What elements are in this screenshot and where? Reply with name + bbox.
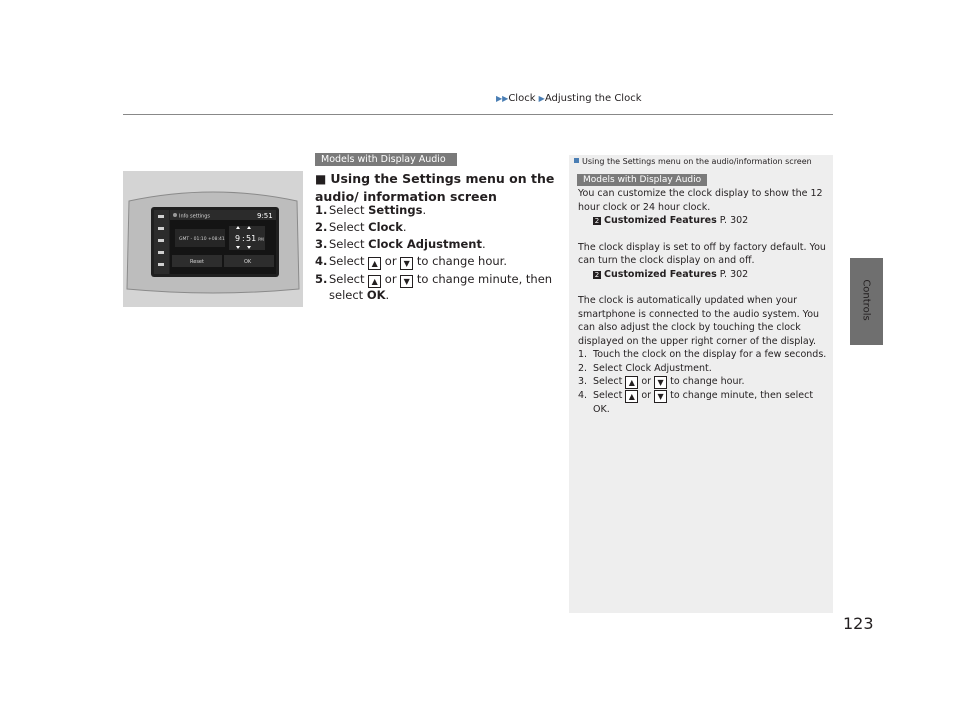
heading-text: Using the Settings menu on the audio/ information screen	[315, 171, 555, 204]
list-text: to change hour.	[667, 376, 745, 387]
step-text: .	[422, 203, 427, 217]
list-text: Select	[593, 376, 626, 387]
list-number: 4.	[578, 390, 588, 401]
note-models-tag: Models with Display Audio	[577, 174, 707, 186]
screen-clock-hour: 9	[235, 234, 241, 243]
screen-clock-min: 51	[246, 234, 257, 243]
up-arrow-icon: ▲	[368, 257, 381, 270]
down-arrow-icon: ▼	[654, 390, 667, 403]
audio-screen-photo	[123, 171, 303, 307]
page-number: 123	[843, 614, 874, 633]
note-paragraph-3: The clock is automatically updated when your smartphone is connected to the audio system. You can also adjust the clock by touching the clock displayed on the upper right corner of the display.	[578, 295, 820, 347]
up-arrow-icon: ▲	[625, 390, 638, 403]
list-number: 1.	[578, 349, 588, 360]
header-divider	[123, 114, 833, 115]
down-arrow-icon: ▼	[400, 275, 413, 288]
models-tag: Models with Display Audio	[315, 153, 457, 166]
note-body	[578, 187, 828, 417]
step-number: 4.	[315, 254, 328, 268]
screen-ampm: PM	[258, 237, 264, 242]
step-text: Select	[329, 272, 369, 286]
screen-ok-button: OK	[244, 259, 252, 265]
step-2	[315, 220, 560, 235]
audio-screen-illustration	[123, 171, 303, 307]
reference-page: P. 302	[719, 215, 749, 226]
step-number: 1.	[315, 203, 328, 217]
step-text: Select	[329, 203, 369, 217]
steps-list	[315, 203, 560, 305]
step-1	[315, 203, 560, 218]
step-text: Select	[329, 254, 369, 268]
step-text: or	[381, 272, 401, 286]
step-number: 2.	[315, 220, 328, 234]
step-bold: Clock Adjustment	[368, 237, 482, 251]
screen-title: Info settings	[179, 213, 210, 220]
cross-reference[interactable]	[578, 268, 828, 282]
reference-label[interactable]: Customized Features	[604, 268, 717, 280]
list-text: to change minute, then select OK.	[593, 390, 814, 415]
breadcrumb	[496, 93, 642, 104]
section-heading	[315, 170, 555, 205]
breadcrumb-arrow-icon: ▶	[538, 94, 545, 103]
step-text: .	[402, 220, 407, 234]
list-number: 2.	[578, 362, 588, 374]
step-bold: Settings	[368, 203, 423, 217]
step-text: Select	[329, 220, 369, 234]
list-text: or	[638, 390, 655, 401]
reference-arrow-icon: 2	[594, 270, 600, 279]
note-paragraph-2: The clock display is set to off by factory default. You can turn the clock display on and off.	[578, 241, 826, 266]
reference-page: P. 302	[719, 268, 749, 280]
step-bold: OK	[366, 288, 386, 302]
step-text: to change hour.	[413, 254, 507, 268]
list-text: or	[638, 376, 655, 387]
list-number: 3.	[578, 376, 588, 387]
step-3	[315, 237, 560, 252]
step-text: Select	[329, 237, 369, 251]
screen-reset-button: Reset	[190, 259, 204, 265]
up-arrow-icon: ▲	[368, 275, 381, 288]
step-text: to change minute, then select	[329, 272, 553, 302]
note-paragraph-1: You can customize the clock display to show the 12 hour clock or 24 hour clock.	[578, 188, 823, 213]
list-text: Touch the clock on the display for a few seconds.	[593, 349, 827, 360]
note-list-item	[578, 375, 828, 389]
step-5	[315, 272, 560, 303]
breadcrumb-item-clock[interactable]: Clock	[508, 93, 536, 104]
down-arrow-icon: ▼	[654, 376, 667, 389]
svg-text::: :	[242, 234, 245, 243]
note-list-item	[578, 348, 828, 362]
note-list-item	[578, 362, 828, 376]
reference-label[interactable]: Customized Features	[604, 215, 717, 226]
section-label: Controls	[860, 279, 872, 321]
step-bold: Clock	[368, 220, 403, 234]
note-list-item	[578, 389, 828, 417]
note-title-text: Using the Settings menu on the audio/information screen	[582, 157, 812, 166]
step-text: or	[381, 254, 401, 268]
breadcrumb-item-adjusting[interactable]: Adjusting the Clock	[544, 93, 642, 104]
down-arrow-icon: ▼	[400, 257, 413, 270]
step-4	[315, 254, 560, 270]
step-number: 5.	[315, 272, 328, 286]
step-number: 3.	[315, 237, 328, 251]
up-arrow-icon: ▲	[625, 376, 638, 389]
screen-time: 9:51	[257, 212, 273, 220]
note-marker-icon	[574, 158, 579, 163]
note-title	[574, 157, 829, 166]
breadcrumb-arrows-icon: ▶▶	[496, 94, 509, 103]
step-text: .	[385, 288, 390, 302]
list-text: Select Clock Adjustment.	[593, 362, 712, 374]
step-text: .	[481, 237, 486, 251]
list-text: Select	[593, 390, 626, 401]
square-bullet-icon: ■	[315, 172, 327, 186]
reference-arrow-icon: 2	[594, 217, 600, 225]
cross-reference[interactable]	[578, 214, 828, 228]
screen-gmt: GMT - 01:10 +08:41	[179, 237, 225, 242]
